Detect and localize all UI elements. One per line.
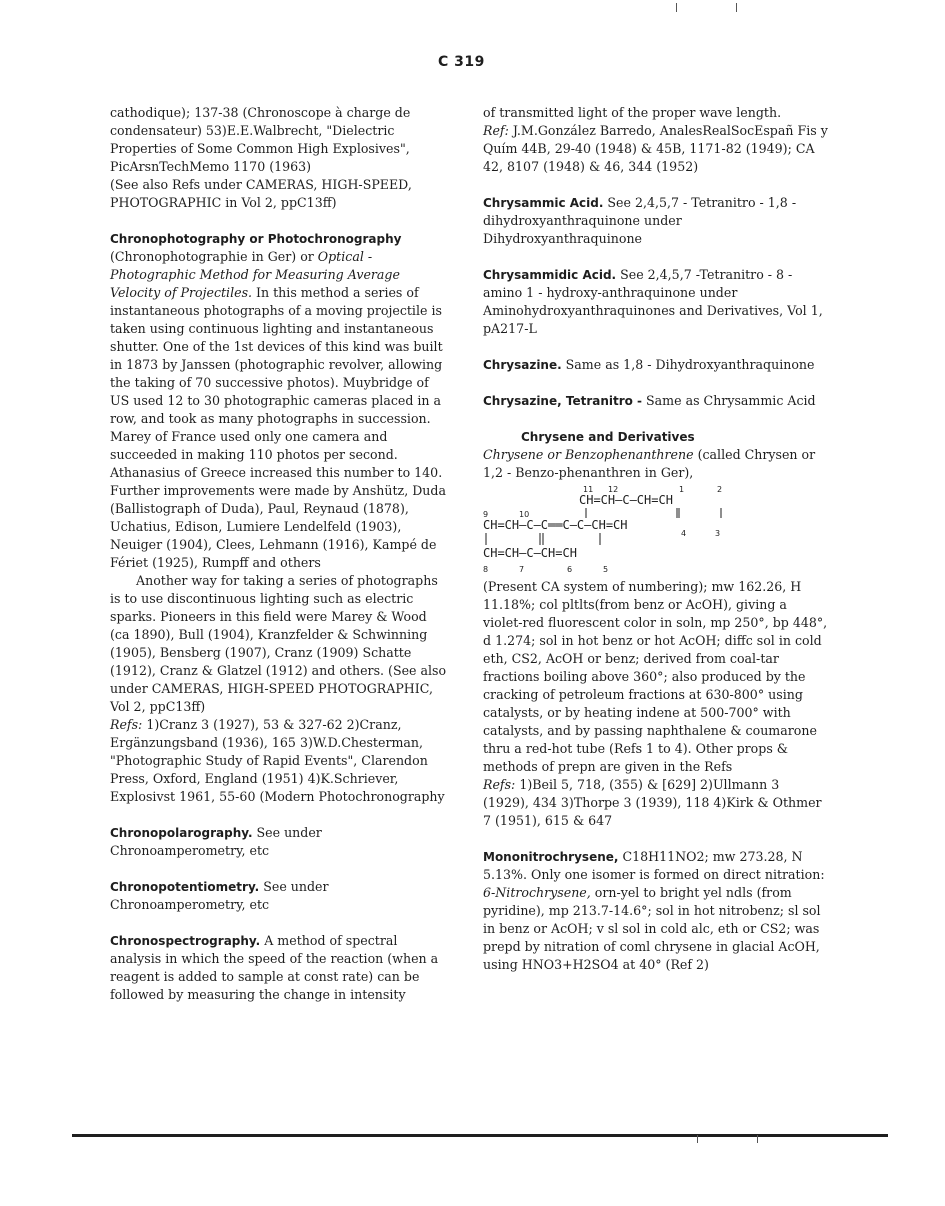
formula-atom-number: 11 [583,485,594,494]
section-heading: Chrysene and Derivatives [521,430,695,444]
entry-text: A method of spectral analysis in which the speed of the reaction (when a reagent is added to sample at const rate) can be followed by measuring the change in intensity [110,933,439,1002]
refs-text: 1)Beil 5, 718, (355) & [629] 2)Ullmann 3 (1929), 434 3)Thorpe 3 (1939), 118 4)Kirk & Othmer 7 (1951), 615 & 647 [483,777,822,828]
entry-6-nitrochrysene [483,884,828,974]
formula-drawing [483,484,823,574]
entry-text: See under Chronoamperometry, etc [110,825,322,858]
section-heading-chrysene [483,428,828,446]
formula-atom-number: 1 [679,485,685,494]
paragraph: of transmitted light of the proper wave length. [483,105,782,120]
formula-atom-number: 12 [608,485,619,494]
right-column [483,104,828,974]
entry-text: (called Chrysen or 1,2 - Benzo-phenanthren in Ger), [483,447,816,480]
formula-line-top: CH=CH—C—CH=CH [579,493,673,507]
entry-italic: 6-Nitrochrysene, [483,885,591,900]
formula-atom-number: 3 [715,529,721,538]
refs-text: J.M.González Barredo, AnalesRealSocEspañ Fis y Quím 44B, 29-40 (1948) & 45B, 1171-82 (1949); CA 42, 8107 (1948) & 46, 344 (1952) [483,123,828,174]
entry-text: In this method a series of instantaneous photographs of a moving projectile is taken using continuous lighting and instantaneous shutter. One of the 1st devices of this kind was built in 1873 by Janssen (photographic revolver, allowing the taking of 70 successive photos). Muybridge of US used 12 to 30 photographic cameras placed in a row, and took as many photographs in succession. Marey of France used only one camera and succeeded in making 110 photos per second. Athanasius of Greece increased this number to 140. Further improvements were made by Anshütz, Duda (Ballistograph of Duda), Paul, Reynaud (1878), Uchatius, Edison, Lumiere Lendelfeld (1903), Neuiger (1904), Clees, Lehmann (1916), Kampé de Fériet (1925), Rumpff and others [110,285,446,570]
chrysene-structural-formula [483,484,823,574]
refs-label: Refs: [110,717,143,732]
entry-text: See under Chronoamperometry, etc [110,879,329,912]
entry-heading: Chrysammidic Acid. [483,268,617,282]
scan-tick-mark [697,1135,698,1143]
entry-chronopotentiometry [110,878,450,914]
refs [483,122,828,176]
left-column [110,104,450,1004]
page-number: C 319 [438,54,485,70]
entry-text: Only one isomer is formed on direct nitration: [527,867,825,882]
scan-tick-mark [757,1135,758,1143]
entry-mononitrochrysene [483,848,828,884]
formula-atom-number: 9 [483,510,489,519]
formula-atom-number: 8 [483,565,489,574]
entry-chrysammic-acid [483,194,828,248]
refs [483,776,828,830]
formula-atom-number: 2 [717,485,723,494]
paragraph: Another way for taking a series of photographs is to use discontinuous lighting such as electric sparks. Pioneers in this field were Marey & Wood (ca 1890), Bull (1904), Kranzfelder & Schwinning (1905), Bensberg (1907), Cranz (1909) Schatte (1912), Cranz & Glatzel (1912) and others. (See also under CAMERAS, HIGH-SPEED PHOTOGRAPHIC, Vol 2, ppC13ff) [110,573,447,714]
entry-heading: Chronophotography or Photochronography [110,232,402,246]
formula-atom-number: 7 [519,565,525,574]
chrysene-synonyms [483,446,828,482]
formula-line-bottom: CH=CH—C—CH=CH [483,546,577,560]
entry-italic: Chrysene or Benzophenanthrene [483,447,694,462]
entry-heading: Chronopotentiometry. [110,880,260,894]
refs-label: Refs: [483,777,516,792]
entry-text: Same as 1,8 - Dihydroxyanthraquinone [561,357,815,372]
refs-text: 1)Cranz 3 (1927), 53 & 327-62 2)Cranz, Ergänzungsband (1936), 165 3)W.D.Chesterman, "Photographic Study of Rapid Events", Clarendon Press, Oxford, England (1951) 4)K.Schriever, Explosivst 1961, 55-60 (Modern Photochronography [110,717,445,804]
formula-atom-number: 4 [681,529,687,538]
entry-chrysazine [483,356,828,374]
entry-text: See 2,4,5,7 -Tetranitro - 8 - amino 1 - hydroxy-anthraquinone under Aminohydroxyanthraquinones and Derivatives, Vol 1, pA217-L [483,267,823,336]
entry-heading: Chrysammic Acid. [483,196,604,210]
entry-chronospectrography [110,932,450,1004]
paragraph: cathodique); 137-38 (Chronoscope à charge de condensateur) 53)E.E.Walbrecht, "Dielectric Properties of Some Common High Explosives", PicArsnTechMemo 1170 (1963) [110,105,411,174]
entry-heading: Chrysazine, Tetranitro - [483,394,643,408]
entry-heading: Chronopolarography. [110,826,253,840]
chrysene-description: (Present CA system of numbering); mw 162.26, H 11.18%; col pltlts(from benz or AcOH), giving a violet-red fluorescent color in soln, mp 250°, bp 448°, d 1.274; sol in hot benz or hot AcOH; diffc sol in cold eth, CS2, AcOH or benz; derived from coal-tar fractions boiling above 360°; also produced by the cracking of petroleum fractions at 630-800° using catalysts, or by heating indene at 500-700° with catalysts, and by passing naphthalene & coumarone thru a red-hot tube (Refs 1 to 4). Other props & methods of prepn are given in the Refs [483,579,828,774]
formula-atom-number: 6 [567,565,573,574]
entry-chrysazine-tetranitro [483,392,828,410]
scan-tick-mark [736,3,737,12]
entry-text: See 2,4,5,7 - Tetranitro - 1,8 -dihydroxyanthraquinone under Dihydroxyanthraquinone [483,195,797,246]
formula-line-middle: CH=CH—C—C══C—C—CH=CH [483,518,628,532]
entry-chronopolarography [110,824,450,860]
entry-heading: Mononitrochrysene, [483,850,619,864]
entry-text: Same as Chrysammic Acid [642,393,816,408]
formula-atom-number: 10 [519,510,530,519]
entry-text: (Chronophotographie in Ger) or [110,249,318,264]
entry-formula: C18H11NO2; mw 273.28, N 5.13%. [483,849,803,882]
entry-chrysammidic-acid [483,266,828,338]
refs [110,716,450,806]
scan-tick-mark [676,3,677,12]
entry-text: orn-yel to bright yel ndls (from pyridine), mp 213.7-14.6°; sol in hot nitrobenz; sl sol in benz or AcOH; v sl sol in cold alc, eth or CS2; was prepd by nitration of coml chrysene in glacial AcOH, using HNO3+H2SO4 at 40° (Ref 2) [483,885,821,972]
entry-heading: Chronospectrography. [110,934,261,948]
bottom-rule [72,1134,888,1137]
entry-chronophotography [110,230,450,572]
entry-heading: Chrysazine. [483,358,562,372]
formula-atom-number: 5 [603,565,609,574]
entry-italic: Optical -Photographic Method for Measuring Average Velocity of Projectiles. [110,249,400,300]
paragraph: (See also Refs under CAMERAS, HIGH-SPEED, PHOTOGRAPHIC in Vol 2, ppC13ff) [110,177,412,210]
refs-label: Ref: [483,123,509,138]
